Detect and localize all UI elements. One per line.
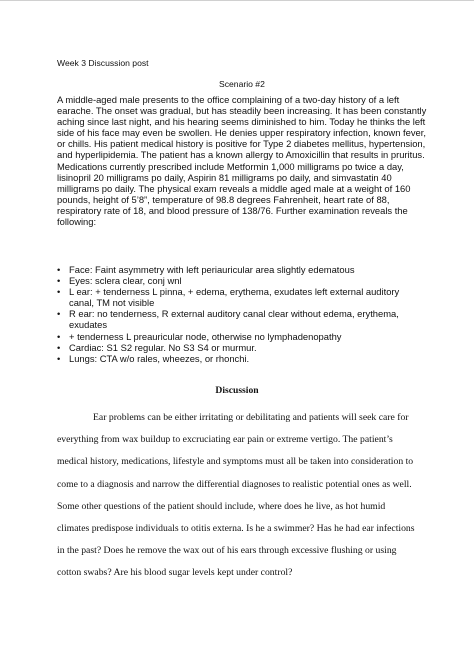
exam-finding-text: Eyes: sclera clear, conj wnl — [69, 275, 182, 287]
bullet-icon: • — [57, 352, 61, 364]
exam-finding-text: Cardiac: S1 S2 regular. No S3 S4 or murmur. — [69, 341, 257, 353]
exam-finding-text: Face: Faint asymmetry with left periauricular area slightly edematous — [69, 264, 355, 275]
exam-finding-text: Lungs: CTA w/o rales, wheezes, or rhonchi. — [69, 352, 250, 364]
exam-finding-item — [57, 342, 417, 353]
exam-finding-item — [57, 308, 417, 330]
exam-finding-item — [57, 331, 417, 342]
exam-finding-item — [57, 286, 417, 308]
scenario-paragraph: A middle-aged male presents to the office complaining of a two-day history of a left earache. The onset was gradual, but has steadily been increasing. It has been constantly aching since last night, and his hearing seems diminished to him. Today he thinks the left side of his face may even be swollen. He denies upper respiratory infection, known fever, or chills. His patient medical history is positive for Type 2 diabetes mellitus, hypertension, and hyperlipidemia. The patient has a known allergy to Amoxicillin that results in pruritus. Medications currently prescribed include Metformin 1,000 milligrams po twice a day, lisinopril 20 milligrams po daily, Aspirin 81 milligrams po daily, and simvastatin 40 milligrams po daily. The physical exam reveals a middle aged male at a weight of 160 pounds, height of 5’8”, temperature of 98.8 degrees Fahrenheit, heart rate of 88, respiratory rate of 18, and blood pressure of 138/76. Further examination reveals the following: — [57, 94, 427, 228]
exam-finding-item — [57, 275, 417, 286]
bullet-icon: • — [57, 341, 61, 353]
bullet-icon: • — [57, 286, 61, 298]
page-top-border — [0, 0, 474, 1]
exam-findings-list — [57, 264, 417, 364]
discussion-heading: Discussion — [215, 385, 259, 396]
exam-finding-item — [57, 353, 417, 364]
discussion-paragraph: Ear problems can be either irritating or debilitating and patients will seek care for everything from wax buildup to excruciating ear pain or extreme vertigo. The patient’s medical history, medications, lifestyle and symptoms must all be taken into consideration to come to a diagnosis and narrow the differential diagnoses to realistic potential ones as well. Some other questions of the patient should include, where does he live, as hot humid climates predispose individuals to otitis externa. Is he a swimmer? Has he had ear infections in the past? Does he remove the wax out of his ears through excessive flushing or using cotton swabs? Are his blood sugar levels kept under control? — [57, 412, 415, 579]
bullet-icon: • — [57, 330, 61, 342]
exam-finding-text: L ear: + tenderness L pinna, + edema, erythema, exudates left external auditory canal, TM not visible — [69, 286, 400, 309]
scenario-title: Scenario #2 — [219, 79, 265, 89]
document-header: Week 3 Discussion post — [57, 58, 149, 68]
exam-finding-text: + tenderness L preauricular node, otherwise no lymphadenopathy — [69, 330, 342, 342]
bullet-icon: • — [57, 275, 61, 287]
exam-finding-text: R ear: no tenderness, R external auditory canal clear without edema, erythema, exudates — [69, 308, 399, 331]
bullet-icon: • — [57, 264, 61, 275]
bullet-icon: • — [57, 308, 61, 320]
exam-finding-item — [57, 264, 417, 275]
